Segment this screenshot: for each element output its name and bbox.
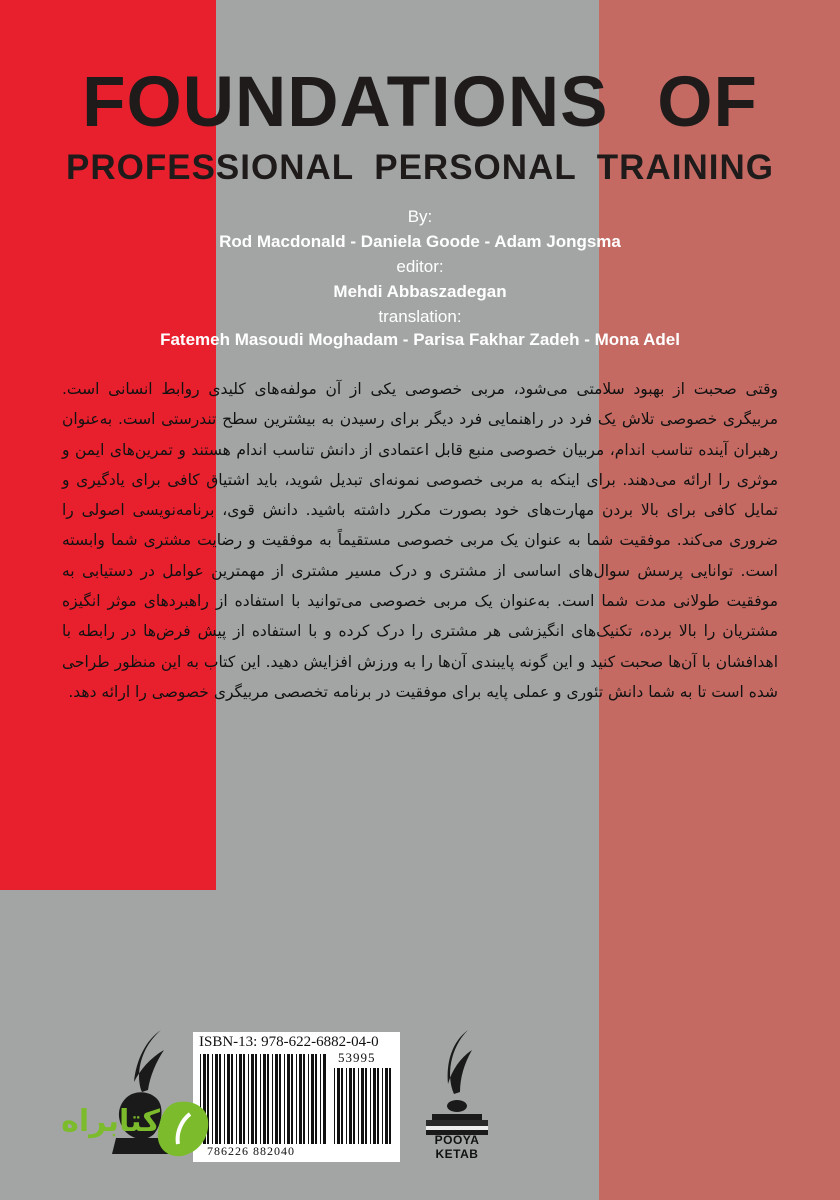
barcode-addon-number: 53995 bbox=[338, 1050, 376, 1065]
translation-label: translation: bbox=[378, 307, 462, 326]
barcode-bars bbox=[199, 1054, 327, 1144]
book-title-main: FOUNDATIONS OF bbox=[82, 63, 758, 142]
translators-line: Fatemeh Masoudi Moghadam - Parisa Fakhar Zadeh - Mona Adel bbox=[160, 330, 680, 349]
authors-line: Rod Macdonald - Daniela Goode - Adam Jongsma bbox=[219, 232, 621, 251]
by-label: By: bbox=[407, 207, 433, 226]
editor-label: editor: bbox=[396, 257, 444, 276]
book-description: وقتی صحبت از بهبود سلامتی می‌شود، مربی خصوصی یکی از آن مولفه‌های کلیدی روابط انسانی است. مربیگری خصوصی تلاش یک فرد در راهنمایی فرد دیگر برای رسیدن به بیشترین سطح تندرستی است. به‌عنوان رهبران آینده تناسب اندام، مربیان خصوصی منبع قابل اعتمادی از دانش تناسب اندام هستند و تمرین‌های ایمن و موثری را ارائه می‌دهند. برای اینکه به مربی خصوصی نمونه‌ای تبدیل شوید، باید اشتیاق کافی برای یادگیری و تمایل کافی برای بالا بردن مهارت‌های خود بصورت مکرر داشته باشید. دانش قوی، برنامه‌نویسی اصولی را ضروری می‌کند. موفقیت شما به عنوان یک مربی خصوصی مستقیماً به موفقیت و رضایت مشتری شما وابسته است. توانایی پرسش سوال‌های اساسی از مشتری و درک مسیر مشتری از مهمترین عوامل در دستیابی به موفقیت طولانی مدت شما است. به‌عنوان یک مربی خصوصی می‌توانید با استفاده از راهبردهای موثر انگیزه مشتریان را بالا برده، تکنیک‌های انگیزشی هر مشتری را درک کرده و با استفاده از پیش فرض‌ها در رابطه با اهدافشان با آن‌ها صحبت کنید و این گونه پایبندی آن‌ها را به ورزش افزایش دهید. این کتاب به این منظور طراحی شده است تا به شما دانش تئوری و عملی پایه برای موفقیت در برنامه تخصصی مربیگری خصوصی را ارائه دهد. bbox=[62, 380, 778, 701]
editor-name: Mehdi Abbaszadegan bbox=[333, 282, 507, 301]
book-title-sub: PROFESSIONAL PERSONAL TRAINING bbox=[66, 148, 774, 187]
isbn-barcode bbox=[193, 1032, 400, 1162]
isbn-number: ISBN-13: 978-622-6882-04-0 bbox=[199, 1034, 379, 1050]
barcode-digits: 786226 882040 bbox=[207, 1144, 295, 1158]
barcode-addon-bars bbox=[333, 1068, 393, 1144]
publisher-name: POOYA KETAB bbox=[434, 1133, 480, 1161]
ketabrah-watermark-text: کتابراه bbox=[61, 1104, 160, 1139]
